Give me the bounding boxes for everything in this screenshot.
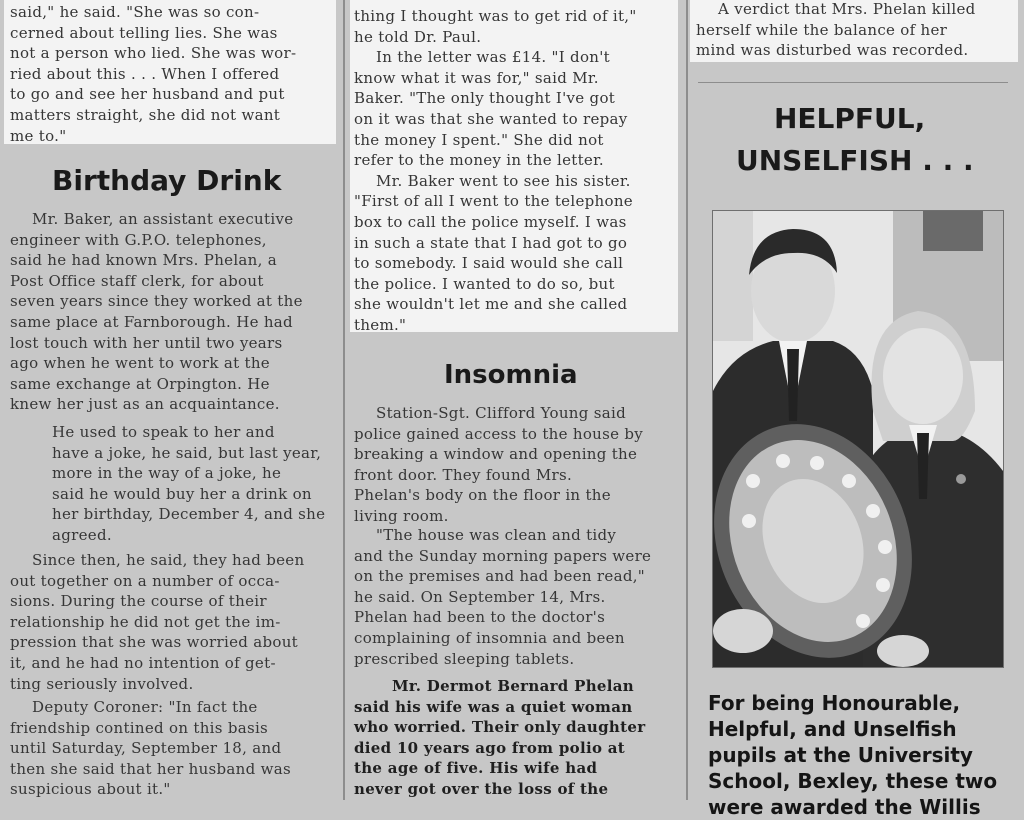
- text-line: living room.: [354, 506, 449, 525]
- headline-line-2: UNSELFISH . . .: [736, 144, 974, 177]
- section-heading-insomnia: Insomnia: [444, 360, 578, 390]
- text-line: and the Sunday morning papers were: [354, 546, 652, 565]
- text-line: them.": [354, 315, 407, 334]
- text-line: the police. I wanted to do so, but: [354, 274, 615, 293]
- article-continuation-text: [354, 6, 678, 336]
- text-line: Station-Sgt. Clifford Young said: [376, 404, 626, 422]
- text-line: out together on a number of occa-: [10, 571, 280, 590]
- text-line: Mr. Dermot Bernard Phelan: [392, 677, 634, 695]
- text-line: have a joke, he said, but last year,: [52, 443, 322, 462]
- text-line: matters straight, she did not want: [10, 105, 281, 124]
- text-line: engineer with G.P.O. telephones,: [10, 230, 267, 249]
- text-line: died 10 years ago from polio at: [354, 738, 626, 757]
- text-line: me to.": [10, 126, 67, 145]
- text-line: who worried. Their only daughter: [354, 718, 646, 737]
- text-line: ting seriously involved.: [10, 674, 194, 693]
- separator-rule: [698, 82, 1008, 83]
- text-line: "First of all I went to the telephone: [354, 192, 633, 211]
- text-line: thing I thought was to get rid of it,": [354, 7, 637, 25]
- text-line: on it was that she wanted to repay: [354, 109, 628, 128]
- verdict-text: [696, 0, 1018, 61]
- text-line: front door. They found Mrs.: [354, 465, 573, 484]
- caption-line: were awarded the Willis: [708, 795, 981, 819]
- column-middle: [346, 0, 686, 800]
- caption-line: School, Bexley, these two: [708, 769, 998, 793]
- text-line: "The house was clean and tidy: [376, 526, 617, 544]
- text-line: her birthday, December 4, and she: [52, 505, 326, 524]
- text-line: pression that she was worried about: [10, 633, 298, 652]
- photo-caption: [708, 690, 1008, 820]
- text-line: police gained access to the house by: [354, 424, 644, 443]
- text-line: herself while the balance of her: [696, 20, 948, 39]
- article-continuation-text: [10, 2, 336, 146]
- text-line: A verdict that Mrs. Phelan killed: [718, 0, 976, 18]
- text-line: ried about this . . . When I offered: [10, 64, 280, 83]
- text-line: suspicious about it.": [10, 780, 171, 799]
- paragraph: [10, 422, 336, 546]
- text-line: said his wife was a quiet woman: [354, 697, 633, 716]
- caption-line: Helpful, and Unselfish: [708, 717, 957, 741]
- paragraph: [10, 209, 336, 415]
- paragraph: [10, 550, 336, 694]
- text-line: relationship he did not get the im-: [10, 612, 281, 631]
- text-line: Post Office staff clerk, for about: [10, 271, 264, 290]
- text-line: not a person who lied. She was wor-: [10, 44, 297, 63]
- text-line: he said. On September 14, Mrs.: [354, 587, 606, 606]
- text-line: Mr. Baker, an assistant executive: [32, 210, 294, 228]
- text-line: friendship contined on this basis: [10, 718, 269, 737]
- text-line: until Saturday, September 18, and: [10, 739, 282, 758]
- text-line: Mr. Baker went to see his sister.: [376, 171, 631, 190]
- text-line: know what it was for," said Mr.: [354, 68, 599, 87]
- text-line: agreed.: [52, 525, 112, 544]
- photo-two-pupils-with-shield: [712, 210, 1004, 668]
- headline-line-1: HELPFUL,: [774, 102, 926, 135]
- text-line: same place at Farnborough. He had: [10, 312, 293, 331]
- column-divider: [686, 0, 688, 800]
- section-heading-birthday-drink: Birthday Drink: [52, 164, 282, 197]
- text-line: lost touch with her until two years: [10, 333, 283, 352]
- text-line: to somebody. I said would she call: [354, 254, 624, 273]
- paragraph: [354, 403, 678, 527]
- text-line: breaking a window and opening the: [354, 445, 638, 464]
- text-line: prescribed sleeping tablets.: [354, 649, 575, 668]
- text-line: seven years since they worked at the: [10, 292, 303, 311]
- text-line: the age of five. His wife had: [354, 759, 598, 778]
- text-line: said," he said. "She was so con-: [10, 3, 260, 21]
- text-line: mind was disturbed was recorded.: [696, 41, 969, 60]
- paragraph: [354, 525, 678, 669]
- column-left: [0, 0, 344, 800]
- paragraph: [10, 697, 336, 800]
- text-line: then she said that her husband was: [10, 759, 291, 778]
- text-line: Deputy Coroner: "In fact the: [32, 698, 258, 716]
- text-line: box to call the police myself. I was: [354, 212, 627, 231]
- text-line: she wouldn't let me and she called: [354, 295, 628, 314]
- text-line: Since then, he said, they had been: [32, 551, 305, 569]
- text-line: complaining of insomnia and been: [354, 628, 625, 647]
- paragraph-bold: [354, 676, 678, 800]
- text-line: In the letter was £14. "I don't: [376, 48, 610, 67]
- text-line: He used to speak to her and: [52, 423, 275, 441]
- text-line: in such a state that I had got to go: [354, 233, 628, 252]
- text-line: he told Dr. Paul.: [354, 27, 482, 46]
- text-line: more in the way of a joke, he: [52, 464, 282, 483]
- text-line: on the premises and had been read,": [354, 567, 645, 586]
- text-line: cerned about telling lies. She was: [10, 23, 278, 42]
- text-line: to go and see her husband and put: [10, 85, 285, 104]
- text-line: never got over the loss of the: [354, 779, 609, 798]
- text-line: the money I spent." She did not: [354, 130, 604, 149]
- text-line: refer to the money in the letter.: [354, 151, 604, 170]
- text-line: said he had known Mrs. Phelan, a: [10, 251, 278, 270]
- caption-line: For being Honourable,: [708, 691, 961, 715]
- text-line: ago when he went to work at the: [10, 354, 270, 373]
- text-line: knew her just as an acquaintance.: [10, 395, 280, 414]
- caption-line: pupils at the University: [708, 743, 973, 767]
- text-line: it, and he had no intention of get-: [10, 653, 276, 672]
- column-divider: [343, 0, 345, 800]
- text-line: Phelan's body on the floor in the: [354, 486, 611, 505]
- text-line: said he would buy her a drink on: [52, 484, 312, 503]
- text-line: sions. During the course of their: [10, 592, 267, 611]
- text-line: same exchange at Orpington. He: [10, 374, 270, 393]
- text-line: Baker. "The only thought I've got: [354, 89, 616, 108]
- text-line: Phelan had been to the doctor's: [354, 608, 606, 627]
